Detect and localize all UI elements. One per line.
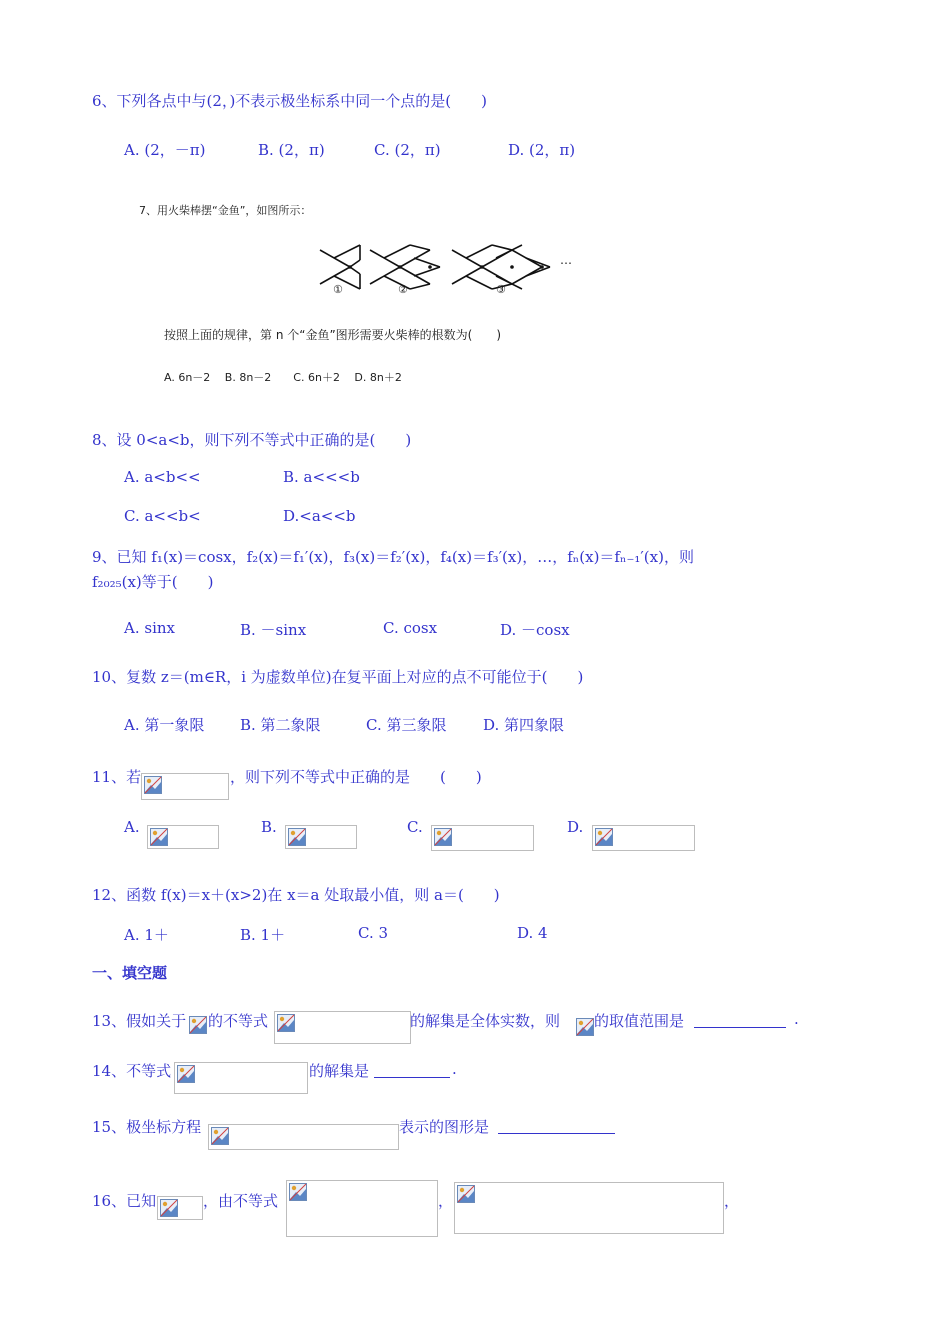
q12-option-a: A. 1＋ xyxy=(124,926,169,944)
q11-option-c-image xyxy=(431,825,534,851)
q13-text-3: 的解集是全体实数，则 xyxy=(410,1012,561,1030)
q12-option-b: B. 1＋ xyxy=(240,926,286,944)
q9-option-a: A. sinx xyxy=(124,619,175,637)
q14-text-2: 的解集是 xyxy=(309,1062,370,1080)
q13-var-image-1 xyxy=(189,1016,207,1035)
q13-text-5: . xyxy=(794,1010,799,1028)
q10-option-d: D. 第四象限 xyxy=(483,716,565,734)
q10-option-c: C. 第三象限 xyxy=(366,716,447,734)
q11-option-d-image xyxy=(592,825,695,851)
q16-text-2: ，由不等式 xyxy=(203,1192,279,1210)
q7-question: 按照上面的规律，第 n 个“金鱼”图形需要火柴棒的根数为( ) xyxy=(164,328,502,342)
q6-stem: 6、下列各点中与(2，)不表示极坐标系中同一个点的是( ) xyxy=(92,92,487,110)
q12-option-d: D. 4 xyxy=(517,924,548,942)
q6-option-d: D. (2，π) xyxy=(508,141,576,159)
q16-text-3: ， xyxy=(438,1192,454,1210)
q7-figure-label-3: ③ xyxy=(496,283,506,296)
q16-text-1: 16、已知 xyxy=(92,1192,157,1210)
goldfish-figure xyxy=(312,240,582,298)
q11-option-b-image xyxy=(285,825,357,849)
q9-option-c: C. cosx xyxy=(383,619,438,637)
q7-figure-ellipsis: … xyxy=(560,253,572,267)
q11-stem-post: ，则下列不等式中正确的是 ( ) xyxy=(230,768,482,786)
q8-option-c: C. a<<b< xyxy=(124,507,201,525)
q11-option-b-label: B. xyxy=(261,818,277,836)
q9-option-d: D. －cosx xyxy=(500,621,570,639)
q13-text-4: 的取值范围是 xyxy=(594,1012,685,1030)
q13-inequality-image xyxy=(274,1011,411,1044)
q13-var-image-2 xyxy=(576,1018,594,1037)
broken-image-icon xyxy=(211,1127,229,1145)
q15-text-1: 15、极坐标方程 xyxy=(92,1118,202,1136)
q8-option-b: B. a<<<b xyxy=(283,468,360,486)
broken-image-icon xyxy=(160,1199,178,1217)
q15-text-2: 表示的图形是 xyxy=(399,1118,490,1136)
broken-image-icon xyxy=(434,828,452,846)
q9-option-b: B. －sinx xyxy=(240,621,307,639)
q10-stem: 10、复数 z＝(m∈R，i 为虚数单位)在复平面上对应的点不可能位于( ) xyxy=(92,668,584,686)
q11-option-a-label: A. xyxy=(124,818,140,836)
q6-option-a: A. (2，－π) xyxy=(124,141,206,159)
broken-image-icon xyxy=(177,1065,195,1083)
q8-option-a: A. a<b<< xyxy=(124,468,201,486)
q9-stem-line2: f₂₀₂₅(x)等于( ) xyxy=(92,573,214,591)
broken-image-icon xyxy=(289,1183,307,1201)
broken-image-icon xyxy=(288,828,306,846)
q16-inequality-image-1 xyxy=(286,1180,438,1237)
q11-option-c-label: C. xyxy=(407,818,423,836)
q14-text-1: 14、不等式 xyxy=(92,1062,172,1080)
q10-option-b: B. 第二象限 xyxy=(240,716,321,734)
section-title-fill-in: 一、填空题 xyxy=(92,964,168,982)
broken-image-icon xyxy=(144,776,162,794)
broken-image-icon xyxy=(576,1018,594,1036)
broken-image-icon xyxy=(277,1014,295,1032)
q7-options: A. 6n－2 B. 8n－2 C. 6n＋2 D. 8n＋2 xyxy=(164,371,402,384)
q15-equation-image xyxy=(208,1124,399,1150)
q16-text-4: ， xyxy=(724,1192,740,1210)
q10-option-a: A. 第一象限 xyxy=(124,716,205,734)
q6-option-c: C. (2，π) xyxy=(374,141,441,159)
q12-option-c: C. 3 xyxy=(358,924,389,942)
q7-figure-label-1: ① xyxy=(333,283,343,296)
q11-option-d-label: D. xyxy=(567,818,584,836)
q6-option-b: B. (2，π) xyxy=(258,141,325,159)
q14-answer-blank[interactable] xyxy=(374,1076,450,1078)
q8-stem: 8、设 0<a<b，则下列不等式中正确的是( ) xyxy=(92,431,412,449)
q11-stem-pre: 11、若 xyxy=(92,768,142,786)
q16-inequality-image-2 xyxy=(454,1182,724,1234)
q16-condition-image xyxy=(157,1196,203,1220)
q13-text-1: 13、假如关于 xyxy=(92,1012,187,1030)
q13-text-2: 的不等式 xyxy=(208,1012,269,1030)
q14-text-3: . xyxy=(452,1060,457,1078)
broken-image-icon xyxy=(189,1016,207,1034)
q13-answer-blank[interactable] xyxy=(694,1026,786,1028)
broken-image-icon xyxy=(457,1185,475,1203)
q11-option-a-image xyxy=(147,825,219,849)
q8-option-d: D.<a<<b xyxy=(283,507,356,525)
q14-inequality-image xyxy=(174,1062,308,1094)
q7-stem: 7、用火柴棒摆“金鱼”，如图所示： xyxy=(139,204,312,217)
q7-figure-label-2: ② xyxy=(398,283,408,296)
q15-answer-blank[interactable] xyxy=(498,1132,615,1134)
q12-stem: 12、函数 f(x)＝x＋(x>2)在 x＝a 处取最小值，则 a＝( ) xyxy=(92,886,500,904)
broken-image-icon xyxy=(595,828,613,846)
q11-condition-image xyxy=(141,773,229,800)
broken-image-icon xyxy=(150,828,168,846)
q9-stem-line1: 9、已知 f₁(x)＝cosx，f₂(x)＝f₁′(x)，f₃(x)＝f₂′(x)，f₄(x)＝f₃′(x)，…，fₙ(x)＝fₙ₋₁′(x)，则 xyxy=(92,548,694,566)
